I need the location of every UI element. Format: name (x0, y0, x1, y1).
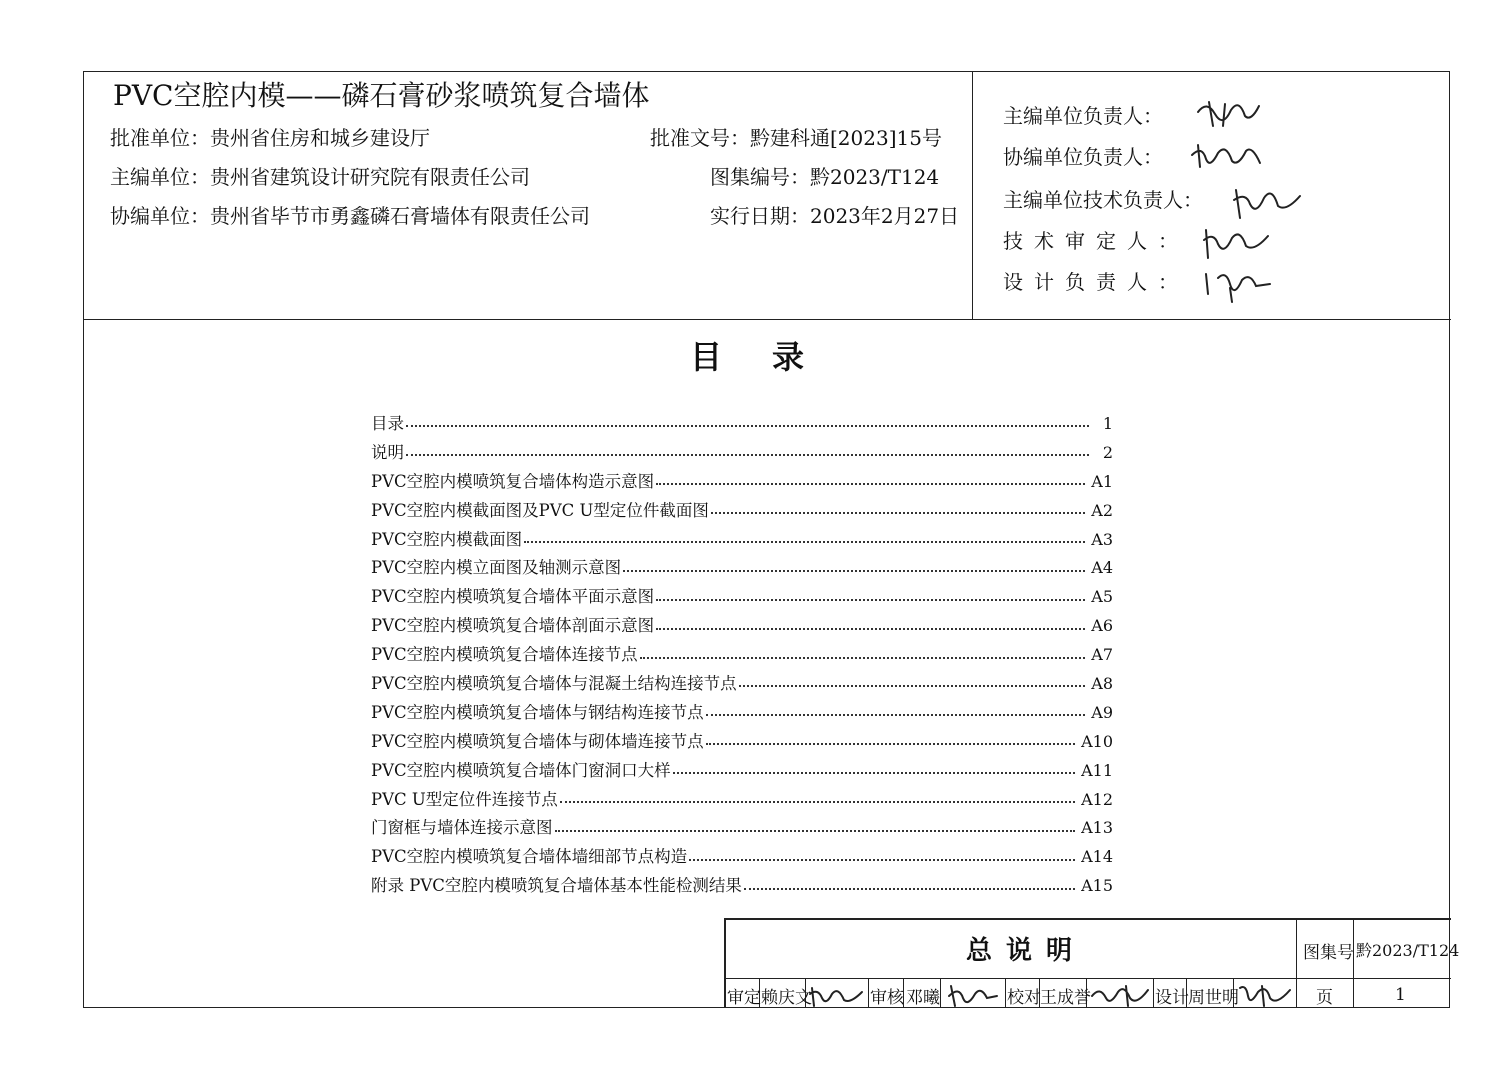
toc-leader-dots (744, 888, 1075, 890)
review-label: 审定 (727, 988, 761, 1008)
toc-item (371, 583, 1113, 612)
atlas-number (710, 161, 939, 190)
toc-item-page: A7 (1091, 645, 1113, 665)
header-divider (83, 319, 1451, 320)
signature-scribble (1200, 264, 1274, 304)
signature-scribble (1195, 92, 1265, 132)
toc-item-title: PVC U型定位件连接节点 (371, 789, 558, 809)
toc-item (371, 757, 1113, 786)
toc-list (371, 410, 1113, 901)
toc-item-page: A10 (1081, 731, 1113, 751)
signature-scribble (945, 980, 1001, 1008)
toc-item (371, 814, 1113, 843)
co-unit-label: 协编单位： (110, 204, 210, 228)
sheet-title: 总说明 (966, 936, 1087, 966)
chief-unit-value: 贵州省建筑设计研究院有限责任公司 (210, 165, 530, 189)
toc-item (371, 843, 1113, 872)
sig-chief-unit-head: 主编单位负责人： (1003, 104, 1163, 128)
toc-item-title: PVC空腔内模喷筑复合墙体剖面示意图 (371, 616, 655, 636)
toc-item-page: A5 (1091, 587, 1113, 607)
toc-item-page: A13 (1081, 818, 1113, 838)
toc-item (371, 699, 1113, 728)
toc-item (371, 786, 1113, 815)
toc-leader-dots (560, 801, 1075, 803)
toc-item-page: A8 (1091, 674, 1113, 694)
toc-item-page: A1 (1091, 471, 1113, 491)
toc-leader-dots (406, 425, 1089, 427)
toc-item-page: A15 (1081, 876, 1113, 896)
toc-leader-dots (555, 830, 1076, 832)
atlas-label: 图集号 (1303, 943, 1354, 963)
approval-doc (650, 122, 942, 151)
toc-item-title: PVC空腔内模喷筑复合墙体构造示意图 (371, 471, 655, 491)
effective-date (710, 200, 959, 229)
atlas-number-value: 黔2023/T124 (810, 165, 940, 189)
atlas-value: 黔2023/T124 (1356, 941, 1460, 960)
toc-item-title: PVC空腔内模喷筑复合墙体平面示意图 (371, 587, 655, 607)
page-value: 1 (1395, 985, 1406, 1005)
sig-technical-reviewer: 技术审定人： (1003, 229, 1189, 253)
toc-item-page: A6 (1091, 616, 1113, 636)
toc-item-page: 2 (1102, 442, 1113, 462)
title-block-col-rule (1353, 918, 1354, 1008)
toc-heading: 目录 (690, 338, 855, 376)
toc-item-title: PVC空腔内模喷筑复合墙体墙细部节点构造 (371, 847, 688, 867)
signature-scribble (1088, 980, 1152, 1008)
page-label: 页 (1316, 988, 1333, 1008)
toc-item (371, 612, 1113, 641)
toc-item-title: 附录 PVC空腔内模喷筑复合墙体基本性能检测结果 (371, 876, 742, 896)
toc-item-title: PVC空腔内模喷筑复合墙体与砌体墙连接节点 (371, 731, 704, 751)
signature-scribble (808, 980, 866, 1008)
sig-design-head: 设计负责人： (1003, 270, 1189, 294)
toc-item (371, 641, 1113, 670)
toc-item-title: PVC空腔内模喷筑复合墙体连接节点 (371, 645, 638, 665)
toc-leader-dots (673, 772, 1075, 774)
effective-date-label: 实行日期： (710, 204, 810, 228)
title-block-top-border (724, 918, 1451, 920)
effective-date-value: 2023年2月27日 (810, 204, 960, 228)
toc-leader-dots (524, 541, 1085, 543)
toc-item-title: PVC空腔内模截面图及PVC U型定位件截面图 (371, 500, 709, 520)
atlas-number-label: 图集编号： (710, 165, 810, 189)
toc-item (371, 554, 1113, 583)
toc-item-title: PVC空腔内模喷筑复合墙体门窗洞口大样 (371, 760, 671, 780)
co-unit (110, 200, 590, 229)
review-name: 赖庆文 (761, 988, 812, 1008)
toc-leader-dots (656, 483, 1085, 485)
toc-item-title: 目录 (371, 414, 404, 433)
check-label: 审核 (870, 988, 904, 1008)
co-unit-value: 贵州省毕节市勇鑫磷石膏墙体有限责任公司 (210, 204, 590, 228)
toc-item-title: PVC空腔内模截面图 (371, 529, 523, 549)
approval-unit-value: 贵州省住房和城乡建设厅 (210, 126, 430, 150)
toc-item (371, 468, 1113, 497)
toc-item (371, 439, 1113, 468)
toc-item-page: A12 (1081, 789, 1113, 809)
signature-scribble (1188, 137, 1268, 173)
signature-scribble (1236, 980, 1294, 1008)
toc-item-page: 1 (1102, 414, 1113, 433)
sig-co-unit-head: 协编单位负责人： (1003, 145, 1163, 169)
chief-unit (110, 161, 530, 190)
toc-item (371, 497, 1113, 526)
toc-item-title: 门窗框与墙体连接示意图 (371, 818, 553, 838)
toc-item-page: A2 (1091, 500, 1113, 520)
chief-unit-label: 主编单位： (110, 165, 210, 189)
proof-name: 王成誉 (1040, 988, 1091, 1008)
toc-item (371, 728, 1113, 757)
header-column-divider (972, 71, 973, 320)
design-name: 周世明 (1188, 988, 1239, 1008)
cell-rule (1005, 978, 1006, 1008)
document-title: PVC空腔内模——磷石膏砂浆喷筑复合墙体 (113, 79, 650, 112)
toc-item (371, 872, 1113, 901)
signature-scribble (1230, 178, 1306, 222)
toc-item-page: A14 (1081, 847, 1113, 867)
cell-rule (868, 978, 869, 1008)
toc-item-page: A3 (1091, 529, 1113, 549)
toc-item-page: A4 (1091, 558, 1113, 578)
signature-scribble (1200, 220, 1272, 262)
toc-leader-dots (706, 714, 1086, 716)
toc-leader-dots (640, 657, 1086, 659)
toc-leader-dots (739, 685, 1086, 687)
toc-item-title: 说明 (371, 442, 404, 462)
toc-item-page: A9 (1091, 702, 1113, 722)
approval-unit (110, 122, 430, 151)
cell-rule (1153, 978, 1154, 1008)
toc-leader-dots (689, 859, 1075, 861)
toc-leader-dots (656, 628, 1085, 630)
toc-item-title: PVC空腔内模立面图及轴测示意图 (371, 558, 622, 578)
proof-label: 校对 (1007, 988, 1041, 1008)
toc-leader-dots (623, 570, 1085, 572)
toc-leader-dots (406, 454, 1089, 456)
approval-unit-label: 批准单位： (110, 126, 210, 150)
sig-technical-head: 主编单位技术负责人： (1003, 188, 1203, 212)
approval-doc-value: 黔建科通[2023]15号 (750, 126, 942, 150)
check-name: 邓曦 (906, 988, 940, 1008)
cell-rule (940, 978, 941, 1008)
title-block-mid-rule (724, 978, 1451, 979)
toc-item (371, 410, 1113, 439)
toc-item-page: A11 (1081, 760, 1113, 780)
toc-item-title: PVC空腔内模喷筑复合墙体与混凝土结构连接节点 (371, 674, 737, 694)
toc-item (371, 526, 1113, 555)
toc-item-title: PVC空腔内模喷筑复合墙体与钢结构连接节点 (371, 702, 704, 722)
design-label: 设计 (1155, 988, 1189, 1008)
approval-doc-label: 批准文号： (650, 126, 750, 150)
toc-leader-dots (656, 599, 1085, 601)
toc-leader-dots (706, 743, 1075, 745)
toc-leader-dots (711, 512, 1085, 514)
title-block-col-rule (1296, 918, 1297, 1008)
title-block-left-border (724, 918, 726, 1008)
toc-item (371, 670, 1113, 699)
